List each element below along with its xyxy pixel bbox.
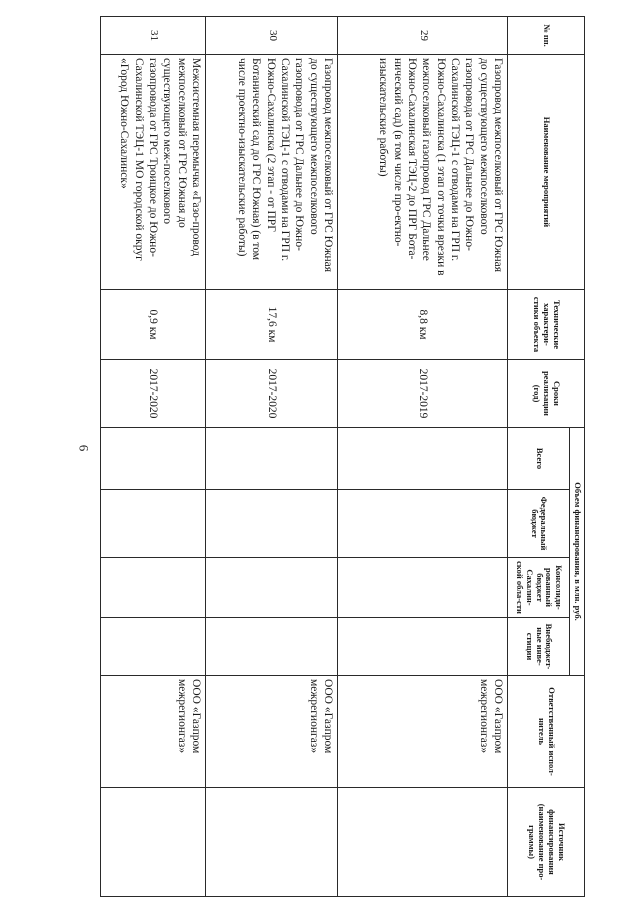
header-executor: Ответственный испол-нитель [508, 676, 585, 788]
row-executor: ООО «Газпром межрегионгаз» [101, 676, 206, 788]
row-consolidated [206, 558, 338, 618]
row-total [206, 428, 338, 490]
rotated-table-wrapper [102, 16, 585, 896]
row-num: 29 [338, 17, 508, 55]
row-name: Газопровод межпоселковый от ГРС Южная до существующего межпоселкового газопровода от ГРС Дальнее до Южно-Сахалинской ТЭЦ-1 с отводами на ГРП г. Южно-Сахалинска (1 этап от точки врезки в межпоселковый газопровод ГРС Дальнее Южно-Сахалинская ТЭЦ-2 до ПРГ Бота-нический сад) (в том числе про-ектно-изыскательские работы) [338, 55, 508, 290]
table-row [206, 17, 338, 897]
row-term: 2017-2020 [101, 360, 206, 428]
row-executor: ООО «Газпром межрегионгаз» [206, 676, 338, 788]
row-extra [101, 618, 206, 676]
row-total [101, 428, 206, 490]
header-consolidated: Консолиди-рованный бюджет Сахалин-ской обла-сти [508, 558, 570, 618]
table-row [101, 17, 206, 897]
row-consolidated [338, 558, 508, 618]
header-num: № пп. [508, 17, 585, 55]
header-total: Всего [508, 428, 570, 490]
table-row [338, 17, 508, 897]
row-name: Межсистемная перемычка «Газо-провод межпоселковый от ГРС Южная до существующего меж-поселкового газопровода от ГРС Троицкое до Южно-Сахалинской ТЭЦ-1 МО городской округ «Город Южно-Сахалинск» [101, 55, 206, 290]
row-total [338, 428, 508, 490]
row-num: 31 [101, 17, 206, 55]
row-extra [338, 618, 508, 676]
header-name: Наименование мероприятий [508, 55, 585, 290]
row-source [338, 788, 508, 897]
header-tech: Технические характери-стики объекта [508, 290, 585, 360]
row-extra [206, 618, 338, 676]
row-name: Газопровод межпоселковый от ГРС Южная до существующего межпоселкового газопровода от ГРС Дальнее до Южно-Сахалинской ТЭЦ-1 с отводами на ГРП г. Южно-Сахалинска (2 этап - от ПРГ Ботанический сад до ГРС Южная) (в том числе проектно-изыскательские работы) [206, 55, 338, 290]
row-federal [338, 490, 508, 558]
header-federal: Федеральный бюджет [508, 490, 570, 558]
row-tech: 8,8 км [338, 290, 508, 360]
header-term: Сроки реализации (год) [508, 360, 585, 428]
funding-table [100, 16, 585, 897]
row-tech: 17,6 км [206, 290, 338, 360]
header-extra: Внебюджет-ные инве-стиции [508, 618, 570, 676]
row-federal [206, 490, 338, 558]
row-consolidated [101, 558, 206, 618]
row-num: 30 [206, 17, 338, 55]
page-number: 6 [76, 444, 92, 452]
header-source: Источник финансирования (наименование про-граммы) [508, 788, 585, 897]
row-executor: ООО «Газпром межрегионгаз» [338, 676, 508, 788]
row-term: 2017-2019 [338, 360, 508, 428]
row-term: 2017-2020 [206, 360, 338, 428]
row-source [101, 788, 206, 897]
row-source [206, 788, 338, 897]
row-federal [101, 490, 206, 558]
header-funding-group: Объем финансирования, в млн. руб. [570, 428, 585, 676]
row-tech: 0,9 км [101, 290, 206, 360]
